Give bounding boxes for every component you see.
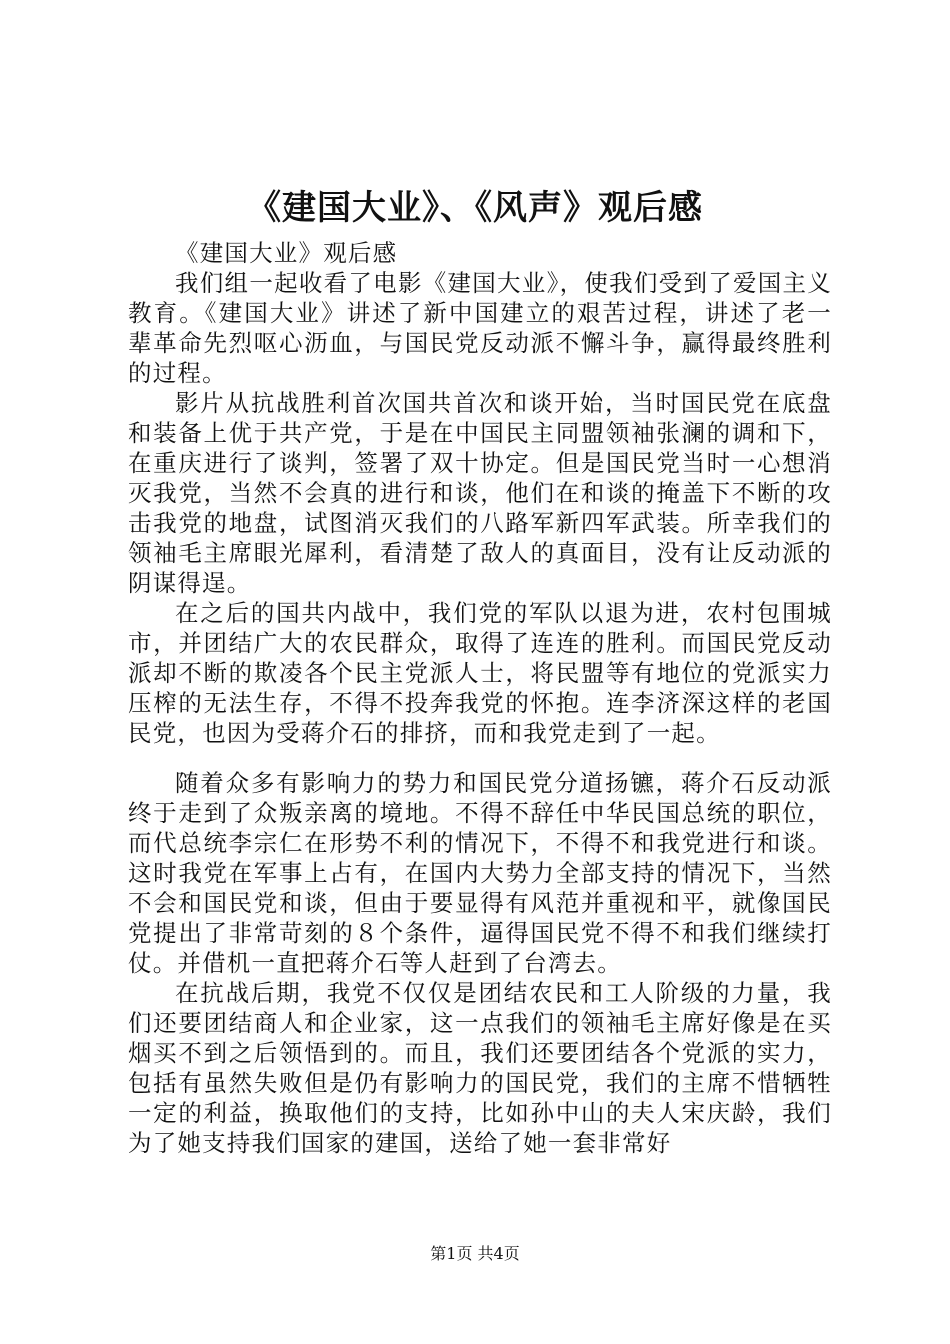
page-number-footer: 第1页 共4页 bbox=[430, 1244, 520, 1263]
section-subtitle: 《建国大业》观后感 bbox=[175, 239, 398, 267]
paragraph-4: 随着众多有影响力的势力和国民党分道扬镳，蒋介石反动派终于走到了众叛亲离的境地。不得不辞任中华民国总统的职位，而代总统李宗仁在形势不利的情况下，不得不和我党进行和谈。这时我党在军事上占有，在国内大势力全部支持的情况下，当然不会和国民党和谈，但由于要显得有风范并重视和平，就像国民党提出了非常苛刻的８个条件，逼得国民党不得不和我们继续打仗。并借机一直把蒋介石等人赶到了台湾去。 bbox=[128, 769, 832, 977]
document-title: 《建国大业》、《风声》观后感 bbox=[247, 188, 703, 228]
document-body bbox=[128, 238, 832, 1158]
paragraph-5: 在抗战后期，我党不仅仅是团结农民和工人阶级的力量，我们还要团结商人和企业家，这一点我们的领袖毛主席好像是在买烟买不到之后领悟到的。而且，我们还要团结各个党派的实力，包括有虽然失败但是仍有影响力的国民党，我们的主席不惜牺牲一定的利益，换取他们的支持，比如孙中山的夫人宋庆龄，我们为了她支持我们国家的建国，送给了她一套非常好 bbox=[128, 979, 832, 1157]
paragraph-2: 影片从抗战胜利首次国共首次和谈开始，当时国民党在底盘和装备上优于共产党，于是在中国民主同盟领袖张澜的调和下，在重庆进行了谈判，签署了双十协定。但是国民党当时一心想消灭我党，当然不会真的进行和谈，他们在和谈的掩盖下不断的攻击我党的地盘，试图消灭我们的八路军新四军武装。所幸我们的领袖毛主席眼光犀利，看清楚了敌人的真面目，没有让反动派的阴谋得逞。 bbox=[128, 389, 832, 597]
paragraph-1: 我们组一起收看了电影《建国大业》，使我们受到了爱国主义教育。《建国大业》讲述了新中国建立的艰苦过程，讲述了老一辈革命先烈呕心沥血，与国民党反动派不懈斗争，赢得最终胜利的过程。 bbox=[128, 269, 832, 387]
paragraph-3: 在之后的国共内战中，我们党的军队以退为进，农村包围城市，并团结广大的农民群众，取得了连连的胜利。而国民党反动派却不断的欺凌各个民主党派人士，将民盟等有地位的党派实力压榨的无法生存，不得不投奔我党的怀抱。连李济深这样的老国民党，也因为受蒋介石的排挤，而和我党走到了一起。 bbox=[128, 599, 832, 747]
